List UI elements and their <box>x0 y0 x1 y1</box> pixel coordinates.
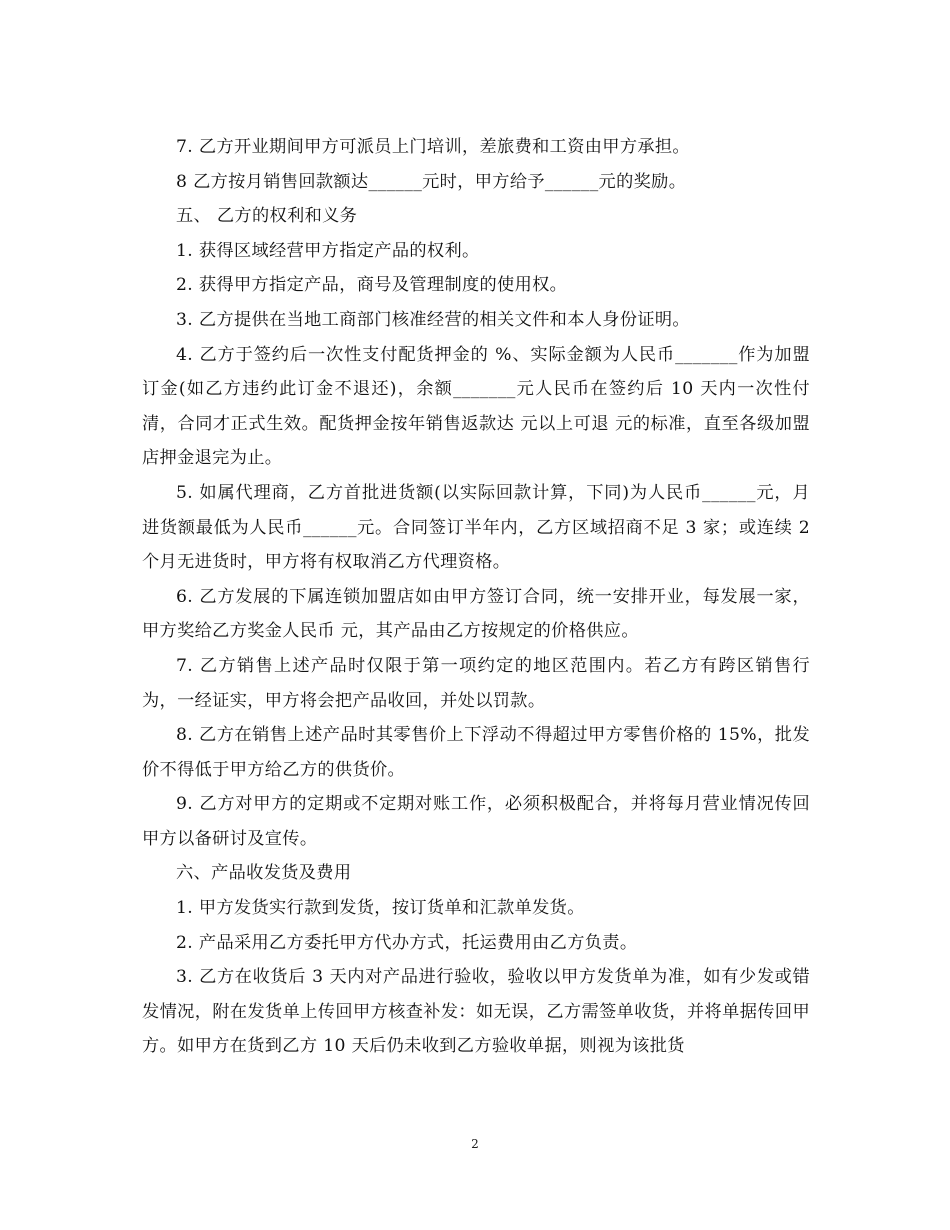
paragraph-15: 2. 产品采用乙方委托甲方代办方式，托运费用由乙方负责。 <box>176 932 638 953</box>
paragraph-12: 9. 乙方对甲方的定期或不定期对账工作，必须积极配合，并将每月营业情况传回甲方以备研讨及宣传。 <box>142 794 810 849</box>
paragraph-2: 8 乙方按月销售回款额达______元时，甲方给予______元的奖励。 <box>176 171 687 192</box>
paragraph-10: 7. 乙方销售上述产品时仅限于第一项约定的地区范围内。若乙方有跨区销售行为，一经证实，甲方将会把产品收回，并处以罚款。 <box>142 655 810 711</box>
paragraph-7: 4. 乙方于签约后一次性支付配货押金的 %、实际金额为人民币_______作为加盟订金(如乙方违约此订金不退还)，余额_______元人民币在签约后 10 天内一次性付清，合同才正式生效。配货押金按年销售返款达 元以上可退 元的标准，直至各级加盟店押金退完为止。 <box>142 344 810 469</box>
paragraph-11: 8. 乙方在销售上述产品时其零售价上下浮动不得超过甲方零售价格的 15%，批发价不得低于甲方给乙方的供货价。 <box>142 725 810 780</box>
paragraph-14: 1. 甲方发货实行款到发货，按订货单和汇款单发货。 <box>176 898 585 919</box>
paragraph-4: 1. 获得区域经营甲方指定产品的权利。 <box>176 240 480 261</box>
section-heading-6: 六、产品收发货及费用 <box>176 863 352 884</box>
document-body <box>142 130 810 1064</box>
paragraph-8: 5. 如属代理商，乙方首批进货额(以实际回款计算，下同)为人民币______元，月进货额最低为人民币______元。合同签订半年内，乙方区域招商不足 3 家；或连续 2 个月无进货时，甲方将有权取消乙方代理资格。 <box>142 482 810 573</box>
section-heading-5: 五、 乙方的权利和义务 <box>176 206 358 227</box>
paragraph-1: 7. 乙方开业期间甲方可派员上门培训，差旅费和工资由甲方承担。 <box>176 137 690 157</box>
page-number: 2 <box>471 1137 479 1151</box>
paragraph-6: 3. 乙方提供在当地工商部门核准经营的相关文件和本人身份证明。 <box>176 309 690 330</box>
paragraph-16: 3. 乙方在收货后 3 天内对产品进行验收，验收以甲方发货单为准，如有少发或错发情况，附在发货单上传回甲方核查补发：如无误，乙方需签单收货，并将单据传回甲方。如甲方在货到乙方 10 天后仍未收到乙方验收单据，则视为该批货 <box>142 967 810 1057</box>
paragraph-9: 6. 乙方发展的下属连锁加盟店如由甲方签订合同，统一安排开业，每发展一家，甲方奖给乙方奖金人民币 元，其产品由乙方按规定的价格供应。 <box>142 586 810 642</box>
paragraph-5: 2. 获得甲方指定产品，商号及管理制度的使用权。 <box>176 275 568 296</box>
